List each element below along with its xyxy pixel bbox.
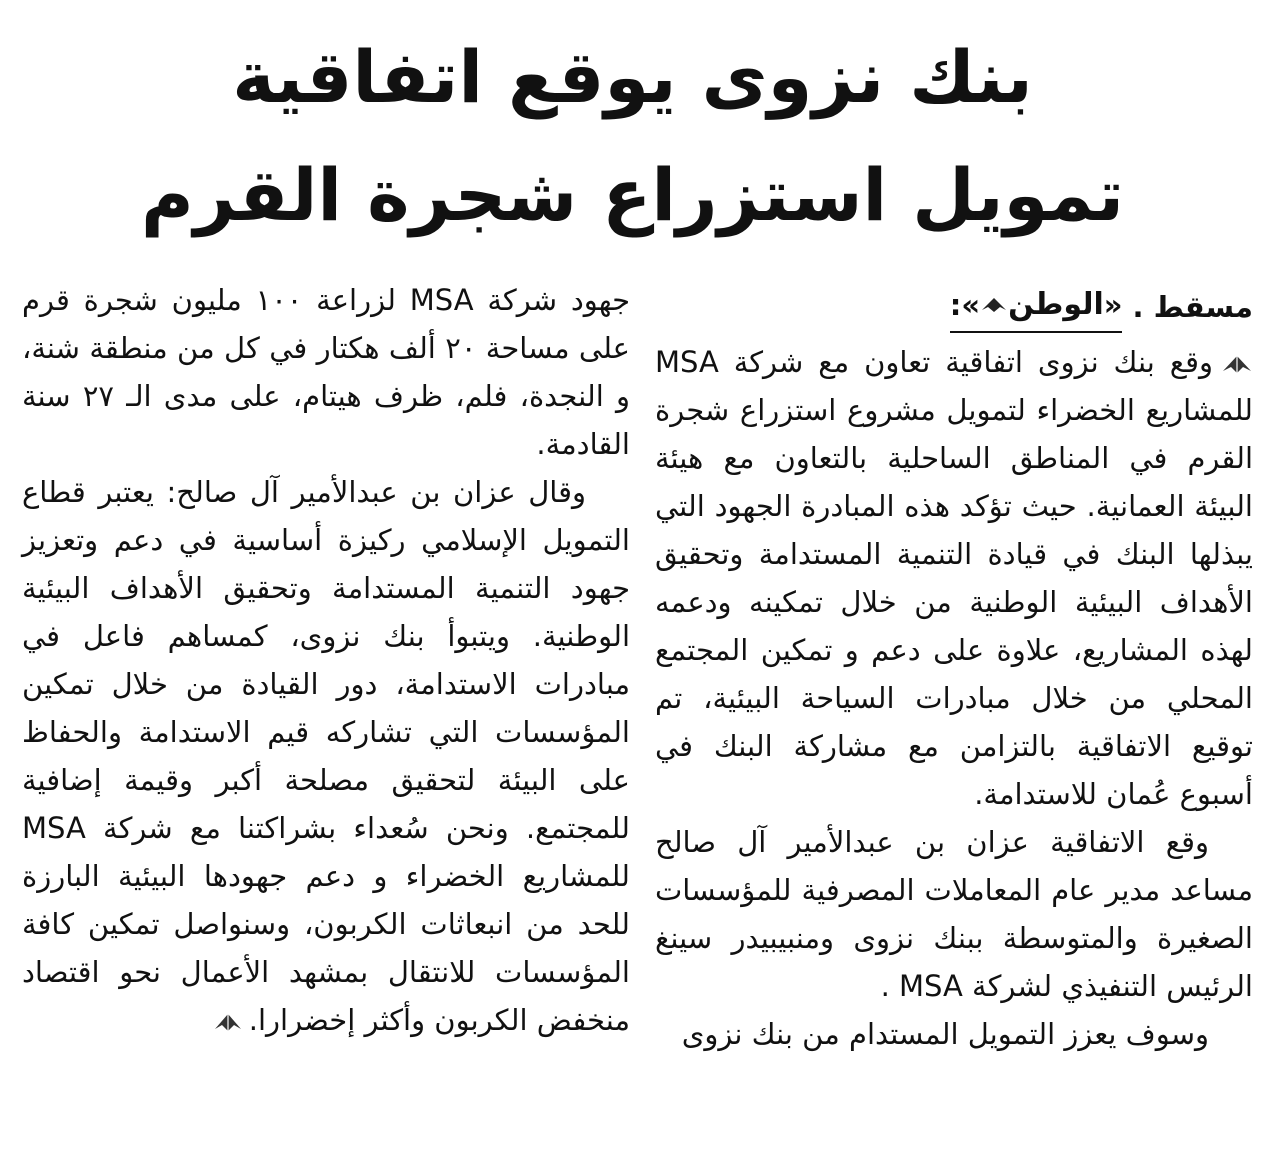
dateline bbox=[655, 276, 1253, 338]
bird-icon bbox=[980, 296, 1008, 314]
headline-line-2: تمويل استزراع شجرة القرم bbox=[140, 153, 1124, 237]
headline bbox=[0, 18, 1265, 254]
left-paragraph-1-text: جهود شركة MSA لزراعة ١٠٠ مليون شجرة قرم على مساحة ٢٠ ألف هكتار في كل من منطقة شنة، و النجدة، فلم، ظرف هيتام، على مدى الـ ٢٧ سنة القادمة. bbox=[22, 283, 631, 461]
headline-line-1: بنك نزوى يوقع اتفاقية bbox=[232, 35, 1033, 119]
left-column bbox=[22, 276, 630, 1044]
right-paragraph-1 bbox=[655, 338, 1253, 818]
bird-icon bbox=[1221, 353, 1253, 375]
left-paragraph-2 bbox=[22, 468, 630, 1044]
right-paragraph-2 bbox=[655, 818, 1253, 1010]
dateline-city: مسقط . bbox=[1132, 290, 1253, 324]
right-paragraph-2-text: وقع الاتفاقية عزان بن عبدالأمير آل صالح مساعد مدير عام المعاملات المصرفية للمؤسسات الصغيرة والمتوسطة ببنك نزوى ومنبيبيدر سينغ الرئيس التنفيذي لشركة MSA . bbox=[655, 825, 1253, 1003]
brand-open-quote: « bbox=[1103, 288, 1123, 322]
right-paragraph-1-text: وقع بنك نزوى اتفاقية تعاون مع شركة MSA للمشاريع الخضراء لتمويل مشروع استزراع شجرة القرم في المناطق الساحلية بالتعاون مع هيئة البيئة العمانية. حيث تؤكد هذه المبادرة الجهود التي يبذلها البنك في قيادة التنمية المستدامة وتحقيق الأهداف البيئية الوطنية من خلال تمكينه ودعمه لهذه المشاريع، علاوة على دعم و تمكين المجتمع المحلي من خلال مبادرات السياحة البيئية، تم توقيع الاتفاقية بالتزامن مع مشاركة البنك في أسبوع عُمان للاستدامة. bbox=[655, 345, 1253, 811]
left-paragraph-2-text: وقال عزان بن عبدالأمير آل صالح: يعتبر قطاع التمويل الإسلامي ركيزة أساسية في دعم وتعزيز جهود التنمية المستدامة وتحقيق الأهداف البيئية الوطنية. ويتبوأ بنك نزوى، كمساهم فاعل في مبادرات الاستدامة، دور القيادة من خلال تمكين المؤسسات التي تشاركه قيم الاستدامة والحفاظ على البيئة لتحقيق مصلحة أكبر وقيمة إضافية للمجتمع. ونحن سُعداء بشراكتنا مع شركة MSA للمشاريع الخضراء و دعم جهودها البيئية البارزة للحد من انبعاثات الكربون، وسنواصل تمكين كافة المؤسسات للانتقال بمشهد الأعمال نحو اقتصاد منخفض الكربون وأكثر إخضرارا. bbox=[22, 475, 630, 1037]
brand-mark bbox=[950, 281, 1123, 333]
right-column bbox=[655, 276, 1253, 1058]
brand-close-quote: »: bbox=[949, 288, 981, 322]
right-paragraph-3 bbox=[655, 1010, 1253, 1058]
left-paragraph-1 bbox=[22, 276, 630, 468]
end-mark-bird-icon bbox=[213, 1011, 243, 1033]
brand-name: الوطن bbox=[1008, 287, 1104, 322]
right-paragraph-3-text: وسوف يعزز التمويل المستدام من بنك نزوى bbox=[681, 1017, 1209, 1051]
